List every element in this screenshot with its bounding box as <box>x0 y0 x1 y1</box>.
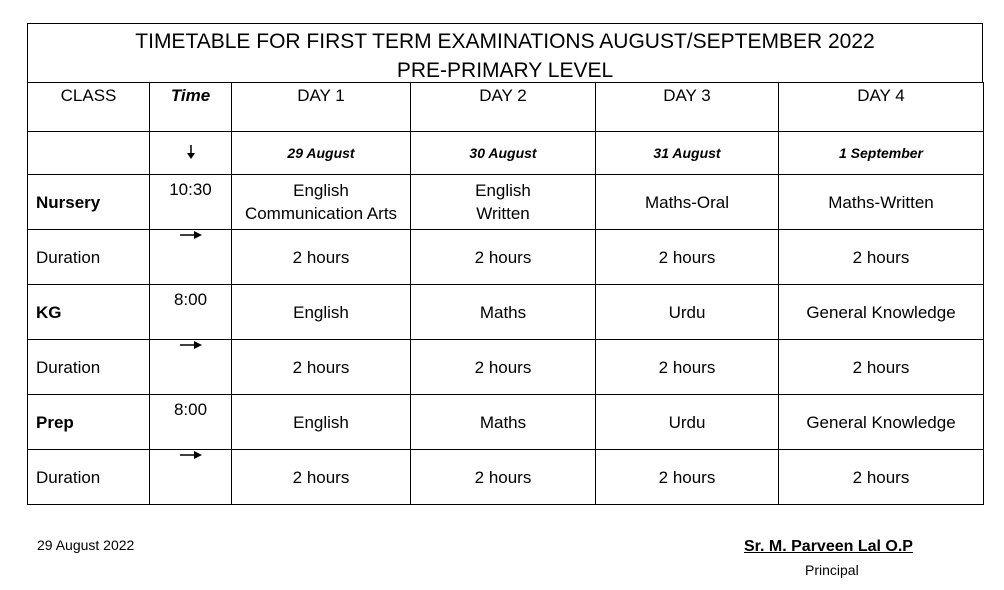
row-cell <box>596 395 779 450</box>
row-label: Duration <box>28 230 150 285</box>
row-time: 8:00 <box>150 285 232 340</box>
duration-arrow-cell <box>150 450 232 505</box>
table-row <box>28 175 984 230</box>
table-row <box>28 450 984 505</box>
cell-line: 2 hours <box>852 357 910 377</box>
duration-arrow-cell <box>150 230 232 285</box>
rows-body <box>28 175 984 505</box>
cell-line: 2 hours <box>292 357 350 377</box>
footer-date: 29 August 2022 <box>37 537 135 553</box>
table-row <box>28 230 984 285</box>
cell-line: English <box>293 412 349 432</box>
row-cell <box>779 175 984 230</box>
header-day-4: DAY 4 <box>779 83 984 132</box>
row-cell <box>232 230 411 285</box>
cell-line: Maths <box>479 412 527 432</box>
row-cell <box>596 175 779 230</box>
arrow-down-icon <box>185 144 197 160</box>
cell-line: 2 hours <box>852 247 910 267</box>
arrow-right-icon <box>179 230 203 240</box>
header-day-2: DAY 2 <box>411 83 596 132</box>
row-cell <box>232 340 411 395</box>
row-cell <box>779 395 984 450</box>
date-day-1: 29 August <box>232 132 411 175</box>
row-time: 8:00 <box>150 395 232 450</box>
row-cell <box>411 450 596 505</box>
row-cell <box>779 230 984 285</box>
arrow-right-icon <box>179 450 203 460</box>
cell-line: Communication Arts <box>244 204 398 223</box>
row-cell <box>596 230 779 285</box>
row-cell <box>232 285 411 340</box>
header-row <box>28 83 984 132</box>
table-row <box>28 340 984 395</box>
cell-line: Urdu <box>668 412 706 432</box>
cell-line: 2 hours <box>658 357 716 377</box>
title-line-2: PRE-PRIMARY LEVEL <box>396 59 614 82</box>
row-label: Nursery <box>28 175 150 230</box>
cell-line: Maths <box>479 302 527 322</box>
header-day-3: DAY 3 <box>596 83 779 132</box>
dates-row <box>28 132 984 175</box>
down-arrow-cell <box>150 132 232 175</box>
row-cell <box>779 450 984 505</box>
header-class: CLASS <box>28 83 150 132</box>
title-block <box>27 23 983 82</box>
principal-name: Sr. M. Parveen Lal O.P <box>744 538 913 555</box>
cell-line: 2 hours <box>292 467 350 487</box>
row-cell <box>596 340 779 395</box>
row-cell <box>411 340 596 395</box>
row-cell <box>232 175 411 230</box>
cell-line: Maths-Written <box>828 192 934 212</box>
duration-arrow-cell <box>150 340 232 395</box>
cell-line: 2 hours <box>292 247 350 267</box>
cell-line: 2 hours <box>474 467 532 487</box>
row-time: 10:30 <box>150 175 232 230</box>
timetable-document <box>27 23 983 505</box>
principal-title: Principal <box>805 562 859 578</box>
cell-line: 2 hours <box>852 467 910 487</box>
row-cell <box>779 285 984 340</box>
table-row <box>28 395 984 450</box>
cell-line: English <box>293 181 349 200</box>
date-day-4: 1 September <box>779 132 984 175</box>
row-label: Duration <box>28 340 150 395</box>
row-cell <box>232 450 411 505</box>
row-cell <box>232 395 411 450</box>
cell-line: English <box>293 302 349 322</box>
row-cell <box>411 395 596 450</box>
row-cell <box>596 450 779 505</box>
cell-line: 2 hours <box>658 247 716 267</box>
arrow-right-icon <box>179 340 203 350</box>
cell-line: 2 hours <box>658 467 716 487</box>
table-row <box>28 285 984 340</box>
row-label: Prep <box>28 395 150 450</box>
row-label: KG <box>28 285 150 340</box>
cell-line: 2 hours <box>474 247 532 267</box>
timetable <box>27 82 984 505</box>
dates-empty-cell <box>28 132 150 175</box>
row-cell <box>596 285 779 340</box>
cell-line: 2 hours <box>474 357 532 377</box>
cell-line: English <box>475 181 531 200</box>
cell-line: General Knowledge <box>806 302 956 322</box>
row-cell <box>411 230 596 285</box>
row-label: Duration <box>28 450 150 505</box>
cell-line: Maths-Oral <box>644 192 730 212</box>
title-line-1: TIMETABLE FOR FIRST TERM EXAMINATIONS AUGUST/SEPTEMBER 2022 <box>135 30 875 53</box>
row-cell <box>411 285 596 340</box>
cell-line: Written <box>476 204 530 223</box>
header-day-1: DAY 1 <box>232 83 411 132</box>
cell-line: Urdu <box>668 302 706 322</box>
row-cell <box>779 340 984 395</box>
header-time: Time <box>150 83 232 132</box>
row-cell <box>411 175 596 230</box>
cell-line: General Knowledge <box>806 412 956 432</box>
date-day-3: 31 August <box>596 132 779 175</box>
date-day-2: 30 August <box>411 132 596 175</box>
